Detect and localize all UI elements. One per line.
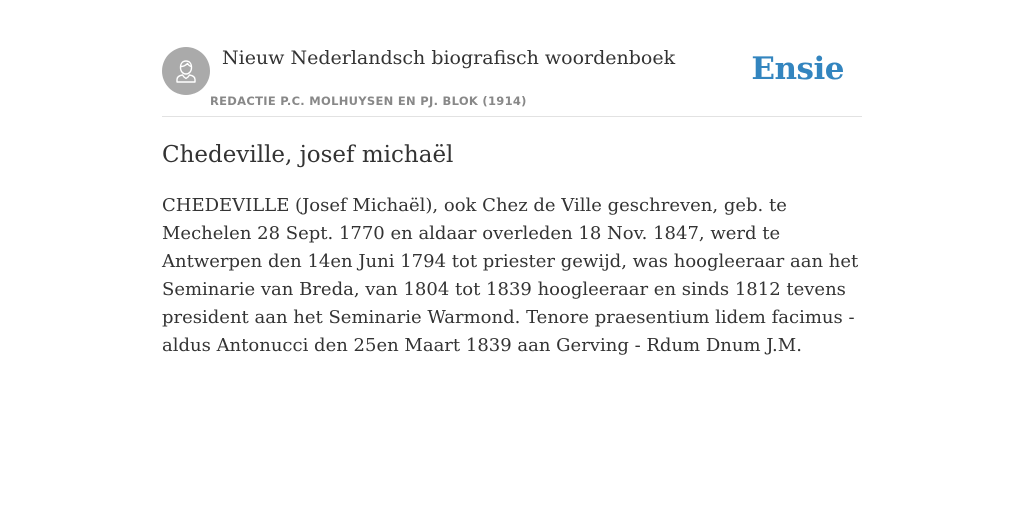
entry-body: CHEDEVILLE (Josef Michaël), ook Chez de Ville geschreven, geb. te Mechelen 28 Sept. 1770 en aldaar overleden 18 Nov. 1847, werd te Antwerpen den 14en Juni 1794 tot priester gewijd, was hoogleeraar aan het Seminarie van Breda, van 1804 tot 1839 hoogleeraar en sinds 1812 tevens president aan het Seminarie Warmond. Tenore praesentium lidem facimus - aldus Antonucci den 25en Maart 1839 aan Gerving - Rdum Dnum J.M. bbox=[162, 195, 859, 356]
ensie-logo[interactable]: Ensie bbox=[751, 51, 844, 87]
source-avatar[interactable] bbox=[162, 47, 210, 95]
book-title-link[interactable]: Nieuw Nederlandsch biografisch woordenboek bbox=[222, 47, 676, 69]
editors-line: REDACTIE P.C. MOLHUYSEN EN PJ. BLOK (1914) bbox=[210, 94, 527, 108]
entry-title: Chedeville, josef michaël bbox=[162, 142, 454, 168]
source-header bbox=[162, 0, 862, 117]
user-icon bbox=[171, 56, 201, 86]
page-container bbox=[162, 0, 862, 356]
